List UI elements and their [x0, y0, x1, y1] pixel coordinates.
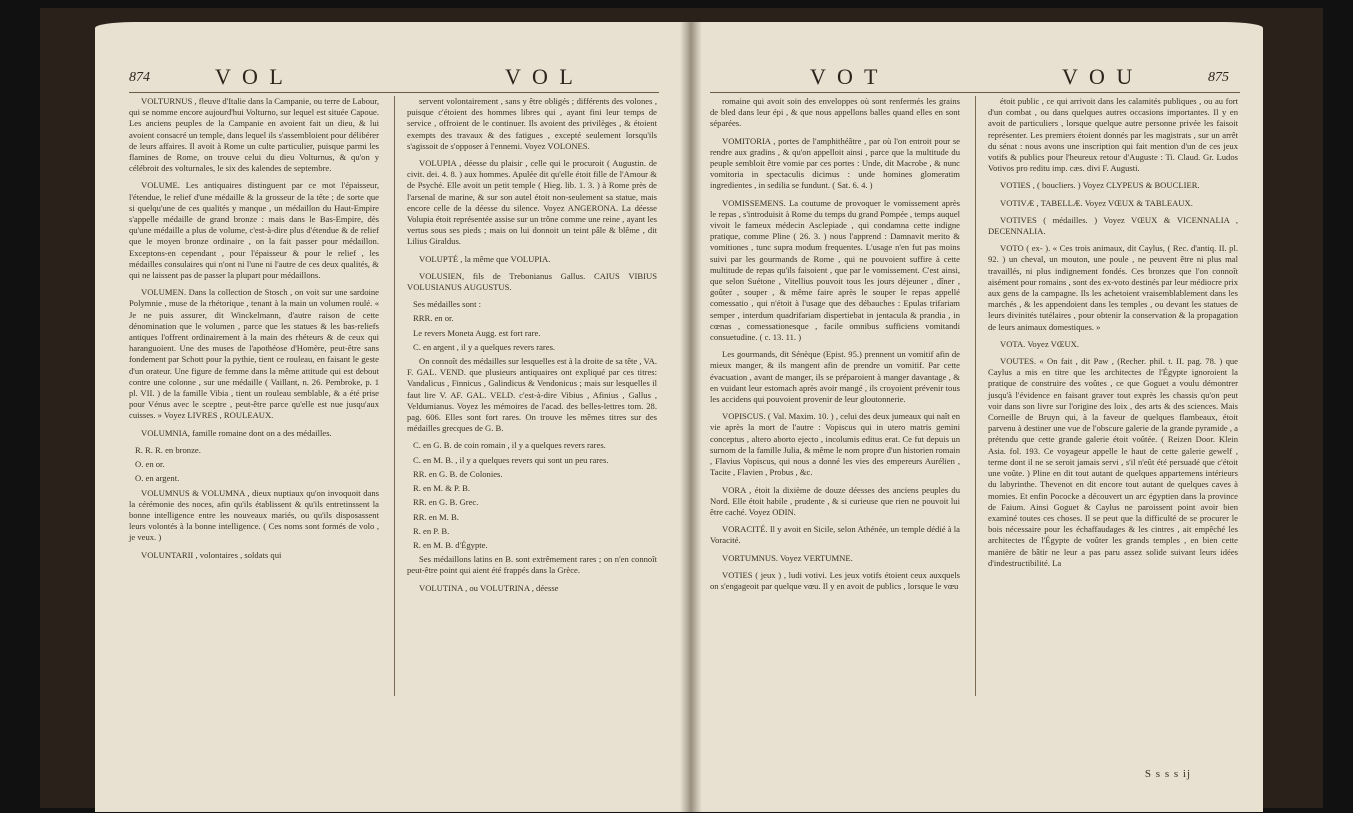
entry-paragraph: VORA , étoit la dixième de douze déesses des anciens peuples du Nord. Elle étoit habile , prudente , & si curieuse que rien ne pouvoit lui être caché. Voyez ODIN.	[710, 484, 960, 517]
entry-paragraph: Ses médailles sont :	[413, 299, 482, 310]
entry-paragraph: R. en M. & P. B.	[413, 483, 471, 494]
right-column-2	[988, 96, 1238, 575]
entry-paragraph: VOLTURNUS , fleuve d'Italie dans la Campanie, ou terre de Labour, qui se nomme encore aujourd'hui Volturno, sur lequel est située Capoue. Les anciens peuples de la Campanie en avoient fait un dieu, & lui avoient consacré un temple, dans lequel ils s'assembloient pour délibérer de leurs affaires. Il avoit à Rome un culte particulier, puisque parmi les flamines de Rome, on trouve celui du dieu Volturnus, & qu'on y célébroit des volturnales, le six des kalendes de septembre.	[129, 96, 379, 174]
entry-paragraph: VOLUSIEN, fils de Trebonianus Gallus. CAIUS VIBIUS VOLUSIANUS AUGUSTUS.	[407, 270, 657, 293]
entry-paragraph: C. en argent , il y a quelques revers rares.	[413, 341, 556, 352]
running-head-left-2: V O L	[505, 64, 576, 89]
running-head-right-2: V O U	[1062, 64, 1136, 89]
entry-paragraph: RR. en M. B.	[413, 511, 459, 522]
entry-paragraph: VOUTES. « On fait , dit Paw , (Recher. phil. t. II. pag. 78. ) que Caylus a mis en titre que les architectes de l'Égypte ignoroient la pratique de construire des voûtes , ce que Goguet a voulu démontrer jusqu'à l'évidence en faisant graver tout exprès les chassis qu'on peut voir dans son livre sur l'origine des loix , des arts & des sciences. Mais Corneille de Bruyn qui, à la faveur de quelques flambeaux, étoit parvenu à destiner une vue de l'obscure galerie de la grande pyramide , a prétendu que cette grande galerie étoit voûtée. ( Reizen Door. Klein Asia. fol. 193. Ce voyageur appelle le haut de cette galerie gewelf , terme dont il ne se seroit jamais servi , s'il n'eût été persuadé que c'étoit une voûte. ) Pline en dit tout autant de quelques appartemens intérieurs du labyrinthe. Thevenot en dit encore tout autant de quelques caves à momies. Et enfin Pococke a découvert un arc égyptien dans la province de Faium. Ainsi Goguet & Caylus ne paroissent point avoir bien examiné toutes ces choses. Il se peut que la difficulté de se procurer le bois nécessaire pour les échaffaudages & les cintres , ait empêché les architectes de l'Égypte de voûter les grands temples , en bien cette manière de bâtir ne leur a pas paru assez solide suivant leurs idées d'indestructibilité. La	[988, 356, 1238, 568]
right-page	[690, 22, 1263, 812]
entry-paragraph: Le revers Moneta Augg. est fort rare.	[413, 327, 541, 338]
entry-paragraph: VOTIES , ( boucliers. ) Voyez CLYPEUS & BOUCLIER.	[1000, 180, 1200, 191]
column-divider-right	[975, 96, 976, 696]
entry-paragraph: VOLUMEN. Dans la collection de Stosch , on voit sur une sardoine Polymnie , muse de la rhétorique , tenant à la main un volumen roulé. « Je ne puis assurer, dit Winckelmann, d'autre raison de cette dénomination que le volumen , parce que les statues & les bas-reliefs antiques l'offrent ordinairement à la main des rhéteurs & de ceux qui haranguoient. Une des muses de l'apothéose d'Homère, peut-être sans fondement par Schott pour la pythie, tient ce rouleau, en faisant le geste d'un orateur. Une figure de femme dans la même attitude qui est debout contre une colonne , sur une médaille ( Vaillant, n. 26. Pembroke, p. 1 pl. VII. ) de la famille Vibia , tient un rouleau semblable, & a été prise pour Vénus avec le sceptre , peut-être parce qu'elle est nue jusqu'aux cuisses. » Voyez LIVRES , ROULEAUX.	[129, 287, 379, 421]
left-column-1	[129, 96, 379, 567]
entry-paragraph: VORACITÉ. Il y avoit en Sicile, selon Athénée, un temple dédié à la Voracité.	[710, 524, 960, 546]
entry-paragraph: C. en M. B. , il y a quelques revers qui sont un peu rares.	[413, 454, 609, 465]
entry-paragraph: O. en argent.	[135, 473, 180, 484]
entry-paragraph: VOPISCUS. ( Val. Maxim. 10. ) , celui des deux jumeaux qui naît en vie après la mort de l'autre : Vopiscus qui in utero matris gemini conceptus , altero aborto ejecto , incolumis editus erat. Ce fut depuis un surnom de la famille Julia, & même le nom propre d'un historien romain , Flavius Vopiscus, qui nous a donné les vies des empereurs Aurélien , Tacite , Flavien , Probus , &c.	[710, 411, 960, 478]
page-number-right: 875	[1208, 70, 1229, 85]
signature-mark: S s s s ij	[1144, 768, 1191, 780]
entry-paragraph: Les gourmands, dit Sénèque (Epist. 95.) prennent un vomitif afin de mieux manger, & ils mangent afin de prendre un vomitif. Par cette évacuation , avant de manger, ils se préparoient à manger davantage , & en vuidant leur estomach après avoir mangé , ils croyoient prévenir tous les accidens qui pouvoient provenir de leur gloutonnerie.	[710, 349, 960, 405]
entry-paragraph: VOLUNTARII , volontaires , soldats qui	[141, 549, 282, 560]
entry-paragraph: servent volontairement , sans y être obligés ; différents des volones , puisque c'étoient des hommes libres qui , ayant fini leur temps de service , offroient de le continuer. Ils avoient des privilèges , & étoient exempts des travaux & des fatigues , excepté seulement lorsqu'ils s'agissoit de s'opposer à l'ennemi. Voyez VOLONES.	[407, 96, 657, 151]
entry-paragraph: VOTIVÆ , TABELLÆ. Voyez VŒUX & TABLEAUX.	[1000, 197, 1193, 208]
entry-paragraph: RRR. en or.	[413, 313, 454, 324]
entry-paragraph: étoit public , ce qui arrivoit dans les calamités publiques , ou au fort d'un combat , ou dans quelques autres occasions importantes. Il y en avoit de particuliers , lorsque quelque autre personne privée les faisoit représenter. Les premiers étoient donnés par les magistrats , sur un arrêt du sénat : nous avons une inscription qui fait mention d'un de ces jeux votifs & publics pour l'heureux retour d'Auguste : Ti. Claud. Gr. Ludos Votivos pro reditu imp. cæs. divi F. Augusti.	[988, 96, 1238, 174]
entry-paragraph: VORTUMNUS. Voyez VERTUMNE.	[722, 552, 853, 563]
header-rule-right	[710, 92, 1240, 93]
entry-paragraph: VOTO ( ex- ). « Ces trois animaux, dit Caylus, ( Rec. d'antiq. II. pl. 92. ) un cheval, un mouton, une poule , ne peuvent être ni plus mal travaillés, ni plus indignement fondés. Ces bronzes que l'on connoît aisément pour romains , sont des ex-voto destinés par leur médiocre prix aux gens de la campagne. Ils les achetoient vraisemblablement dans les marchés , & les appendoient dans les temples , ou devant les statues de leurs divinités tutélaires , pour obtenir la conservation & la propagation de leurs animaux domestiques. »	[988, 243, 1238, 332]
entry-paragraph: C. en G. B. de coin romain , il y a quelques revers rares.	[413, 440, 606, 451]
entry-paragraph: On connoît des médailles sur lesquelles est à la droite de sa tête , VA. F. GAL. VEND. que plusieurs antiquaires ont expliqué par ces titres: Vandalicus , Finnicus , Galindicus & Vendonicus ; mais sur lesquelles il faut lire V. AF. GAL. VELD. c'est-à-dire Vibius , Afinius , Gallus , Veldumianus. Voyez les mémoires de l'acad. des belles-lettres tom. 28. pag. 606. Elles sont fort rares. On trouve les mêmes titres sur des médailles grecques de G. B.	[407, 356, 657, 434]
entry-paragraph: VOTIVES ( médailles. ) Voyez VŒUX & VICENNALIA , DECENNALIA.	[988, 214, 1238, 237]
entry-paragraph: romaine qui avoit soin des enveloppes où sont renfermés les grains de bled dans leur épi , & que nous appellons balles quand elles en sont séparées.	[710, 96, 960, 129]
entry-paragraph: VOTA. Voyez VŒUX.	[1000, 338, 1080, 349]
left-page	[95, 22, 690, 812]
entry-paragraph: VOLUMNUS & VOLUMNA , dieux nuptiaux qu'on invoquoit dans la cérémonie des noces, afin qu'ils établissent & qu'ils entretinssent la bonne intelligence entre les nouveaux mariés, ou qu'ils disposassent leurs volontés à la bonne intelligence. ( Ces noms sont formés de volo , je veux. )	[129, 487, 379, 543]
header-rule-left	[129, 92, 659, 93]
entry-paragraph: R. en M. B. d'Égypte.	[413, 539, 488, 550]
column-divider-left	[394, 96, 395, 696]
page-number-left: 874	[129, 70, 150, 85]
entry-paragraph: R. R. R. en bronze.	[135, 444, 201, 455]
running-head-left-1: V O L	[215, 64, 286, 89]
entry-paragraph: O. en or.	[135, 459, 165, 470]
entry-paragraph: VOMISSEMENS. La coutume de provoquer le vomissement après le repas , s'introduisit à Rome du temps du grand Pompée , temps auquel vivoit le fameux médecin Asclepiade , qui condamna cette indigne pratique, comme Pline ( 26. 3. ) nous l'apprend : Damnavit merito & vomitiones , tunc supra modum frequentes. L'usage n'en fut pas moins suivi par les gourmands de Rome , qui ne pouvoient suffire à cette multitude de repas qu'ils faisoient , que par le vomissement. C'est ainsi, que selon Suétone , Vitellius pouvoit tous les jours déjeuner , dîner , goûter , souper , & même faire après le souper le repas appellé comessatio , qui n'étoit à l'usage que des débauches : Epulas trifariam semper , interdum quadrifariam dispertiebat in jentacula & prandia , in cœnas , comessationesque , facile omnibus sufficiens vomitandi consuetudine. ( c. 13. 11. )	[710, 197, 960, 343]
entry-paragraph: VOLUMNIA, famille romaine dont on a des médailles.	[141, 427, 332, 438]
right-column-1	[710, 96, 960, 598]
entry-paragraph: VOMITORIA , portes de l'amphithéâtre , par où l'on entroit pour se rendre aux gradins , & qu'on appelloit ainsi , parce que la multitude du peuple sembloit être vomie par ces portes : Unde, dit Macrobe , & nunc vomitoria in spectaculis dicimus : unde homines glomeratim ingredientes , in sedilia se fundunt. ( Sat. 6. 4. )	[710, 135, 960, 191]
entry-paragraph: RR. en G. B. de Colonies.	[413, 468, 503, 479]
entry-paragraph: VOLUTINA , ou VOLUTRINA , déesse	[419, 582, 559, 593]
entry-paragraph: R. en P. B.	[413, 525, 450, 536]
entry-paragraph: Ses médaillons latins en B. sont extrêmement rares ; on n'en connoît peut-être point qui aient été frappés dans la Grèce.	[407, 554, 657, 576]
entry-paragraph: VOLUPIA , déesse du plaisir , celle qui le procuroit ( Augustin. de civit. dei. 4. 8. ) aux hommes. Apulée dit qu'elle étoit fille de l'Amour & de Psyché. Elle avoit un petit temple ( Hieg. lib. 1. 3. ) à Rome près de l'arsenal de marine, & sur son autel étoit non-seulement sa statue, mais encore celle de la déesse du silence. Voyez ANGERONA. La déesse Volupia étoit représentée assise sur un trône comme une reine , ayant les vertus sous ses pieds ; mais on lui donnoit un teint pâle & blême , dit Lilius Giraldus.	[407, 158, 657, 247]
book-gutter	[680, 22, 702, 812]
running-head-right-1: V O T	[810, 64, 881, 89]
entry-paragraph: VOLUME. Les antiquaires distinguent par ce mot l'épaisseur, l'étendue, le relief d'une médaille & la grosseur de la tête ; de sorte que si quelqu'une de ces qualités y manque , un médaillon du Haut-Empire s'appelle médaille de grand bronze : mais dans le Bas-Empire, dès qu'une médaille a plus de volume, c'est-à-dire plus d'étendue & de relief que le moyen bronze ordinaire , on la fait passer pour médaillon. Exceptons-en cependant , pour l'épaisseur & pour le relief , les médailles consulaires qui n'ont ni l'une ni l'autre de ces deux qualités, & qui ne laissent pas de passer la plupart pour médaillons.	[129, 180, 379, 281]
entry-paragraph: VOLUPTÉ , la même que VOLUPIA.	[419, 253, 551, 264]
entry-paragraph: VOTIES ( jeux ) , ludi votivi. Les jeux votifs étoient ceux auxquels on s'engageoit par quelque vœu. Il y en avoit de publics , lorsque le vœu	[710, 569, 960, 591]
left-column-2	[407, 96, 657, 600]
entry-paragraph: RR. en G. B. Grec.	[413, 497, 479, 508]
